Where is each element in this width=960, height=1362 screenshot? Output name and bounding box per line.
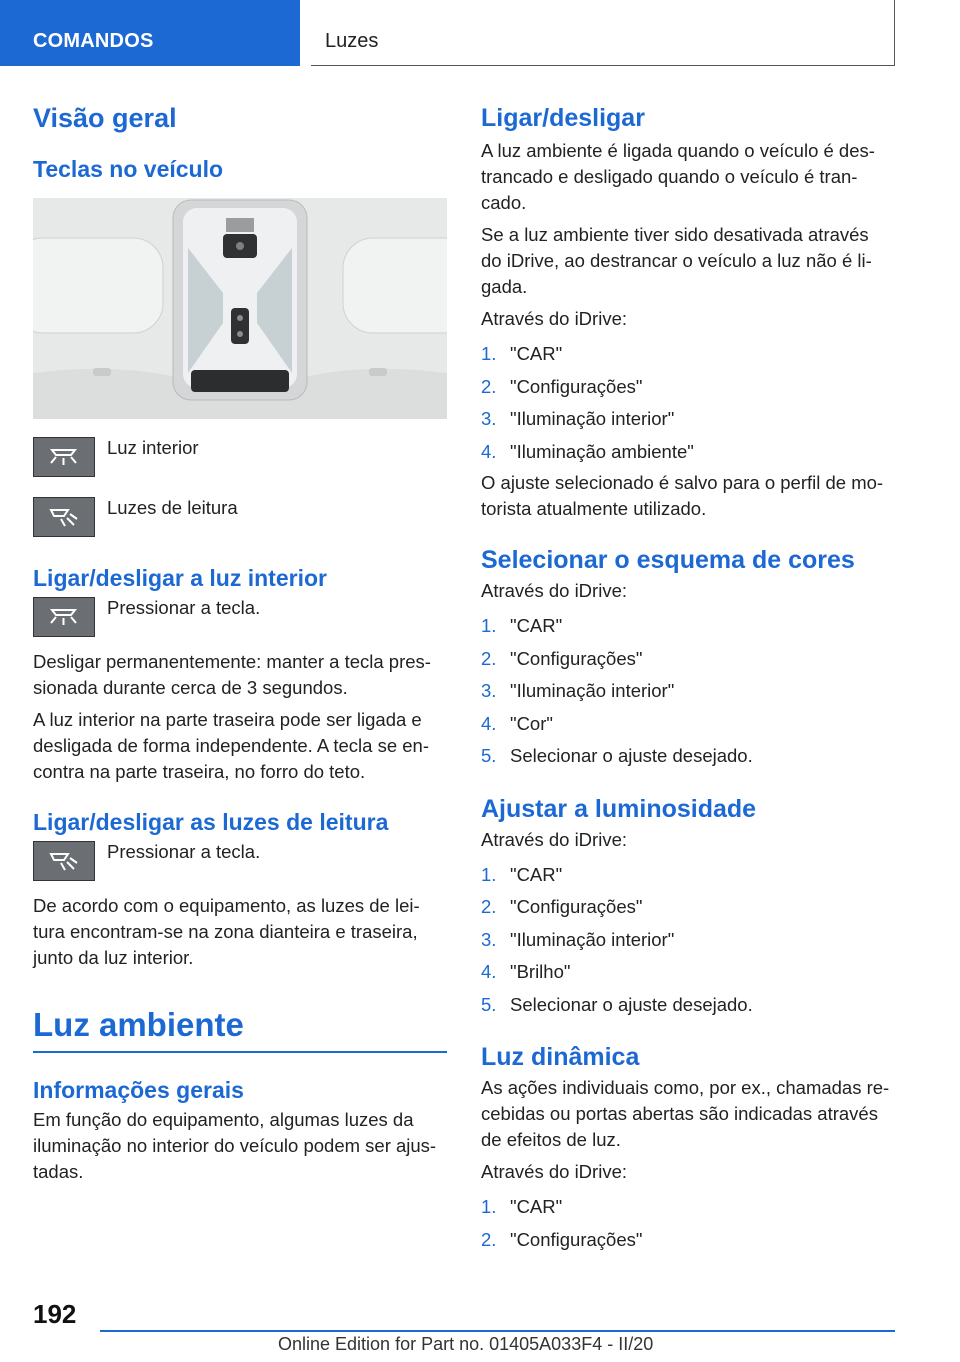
general-paragraph-1: Em função do equipamento, algumas luzes da iluminação no interior do veículo podem ser ajus- tadas. <box>33 1108 437 1182</box>
heading-dynamic-light: Luz dinâmica <box>481 1043 640 1071</box>
legend-interior-text: Luz interior <box>107 437 199 458</box>
footer-edition: Online Edition for Part no. 01405A033F4 - II/20 <box>278 1334 654 1354</box>
right-column <box>481 100 895 1256</box>
left-column <box>33 100 447 1185</box>
onoff-paragraph-3: O ajuste selecionado é salvo para o perfil de mo- torista atualmente utilizado. <box>481 472 884 519</box>
dynamic-paragraph-1: As ações individuais como, por ex., chamadas re- cebidas ou portas abertas são indicadas através de efeitos de luz. <box>481 1077 890 1150</box>
heading-interior-onoff: Ligar/desligar a luz interior <box>33 565 327 591</box>
dynamic-via: Através do iDrive: <box>481 1161 627 1182</box>
page-number: 192 <box>33 1299 77 1329</box>
heading-brightness: Ajustar a luminosidade <box>481 794 757 823</box>
footer-rule <box>100 1330 895 1332</box>
interior-light-icon <box>33 437 95 477</box>
heading-general-info: Informações gerais <box>33 1076 244 1103</box>
colors-steps <box>481 610 895 773</box>
dynamic-steps <box>481 1191 895 1256</box>
list-item: 2. "Configurações" <box>481 647 643 669</box>
list-item: 5. Selecionar o ajuste desejado. <box>481 745 753 766</box>
legend-interior-row <box>33 437 447 477</box>
heading-ambient-light: Luz ambiente <box>33 1006 244 1043</box>
list-item: 2. "Configurações" <box>481 1228 643 1250</box>
onoff-via: Através do iDrive: <box>481 308 627 329</box>
list-item: 1. "CAR" <box>481 615 563 636</box>
heading-onoff: Ligar/desligar <box>481 104 645 132</box>
header-section-label: COMANDOS <box>33 30 154 52</box>
interior-light-icon <box>33 597 95 637</box>
header-chapter-box <box>311 0 895 66</box>
header-chapter-label: Luzes <box>325 30 379 52</box>
onoff-paragraph-1: A luz ambiente é ligada quando o veículo é des- trancado e desligado quando o veículo é tran- cado. <box>481 140 875 213</box>
colors-via: Através do iDrive: <box>481 580 627 601</box>
ceiling-console-photo <box>33 198 447 419</box>
reading-press-text: Pressionar a tecla. <box>107 841 261 862</box>
interior-paragraph-1: Desligar permanentemente: manter a tecla pres- sionada durante cerca de 3 segundos. <box>33 651 431 698</box>
list-item: 5. Selecionar o ajuste desejado. <box>481 993 753 1015</box>
ceiling-console-illustration <box>33 198 447 419</box>
list-item: 1. "CAR" <box>481 1196 563 1217</box>
list-item: 4. "Brilho" <box>481 961 571 982</box>
heading-overview: Visão geral <box>33 103 177 133</box>
legend-reading-text: Luzes de leitura <box>107 497 238 518</box>
heading-reading-onoff: Ligar/desligar as luzes de leitura <box>33 809 389 835</box>
list-item: 2. "Configurações" <box>481 896 643 917</box>
onoff-steps <box>481 338 895 468</box>
interior-paragraph-2: A luz interior na parte traseira pode ser ligada e desligada de forma independente. A tecla se en- contra na parte traseira, no forro do teto. <box>33 709 429 782</box>
list-item: 4. "Cor" <box>481 712 553 734</box>
list-item: 4. "Iluminação ambiente" <box>481 440 694 462</box>
heading-keys: Teclas no veículo <box>33 156 224 182</box>
interior-press-text: Pressionar a tecla. <box>107 597 261 618</box>
header-section-tab <box>0 0 300 66</box>
list-item: 3. "Iluminação interior" <box>481 680 675 701</box>
brightness-steps <box>481 859 895 1022</box>
reading-press-row <box>33 841 447 881</box>
interior-press-row <box>33 597 447 637</box>
list-item: 3. "Iluminação interior" <box>481 928 675 950</box>
reading-paragraph-1: De acordo com o equipamento, as luzes de lei- tura encontram-se na zona dianteira e traseira, junto da luz interior. <box>33 895 420 968</box>
list-item: 3. "Iluminação interior" <box>481 408 675 429</box>
onoff-paragraph-2: Se a luz ambiente tiver sido desativada através do iDrive, ao destrancar o veículo a luz não é li- gada. <box>481 224 872 297</box>
section-rule <box>33 1051 447 1053</box>
brightness-via: Através do iDrive: <box>481 828 627 850</box>
list-item: 1. "CAR" <box>481 343 563 364</box>
list-item: 2. "Configurações" <box>481 375 643 397</box>
reading-light-icon <box>33 497 95 537</box>
reading-light-icon <box>33 841 95 881</box>
list-item: 1. "CAR" <box>481 863 563 885</box>
legend-reading-row <box>33 497 447 537</box>
heading-colors: Selecionar o esquema de cores <box>481 546 855 574</box>
